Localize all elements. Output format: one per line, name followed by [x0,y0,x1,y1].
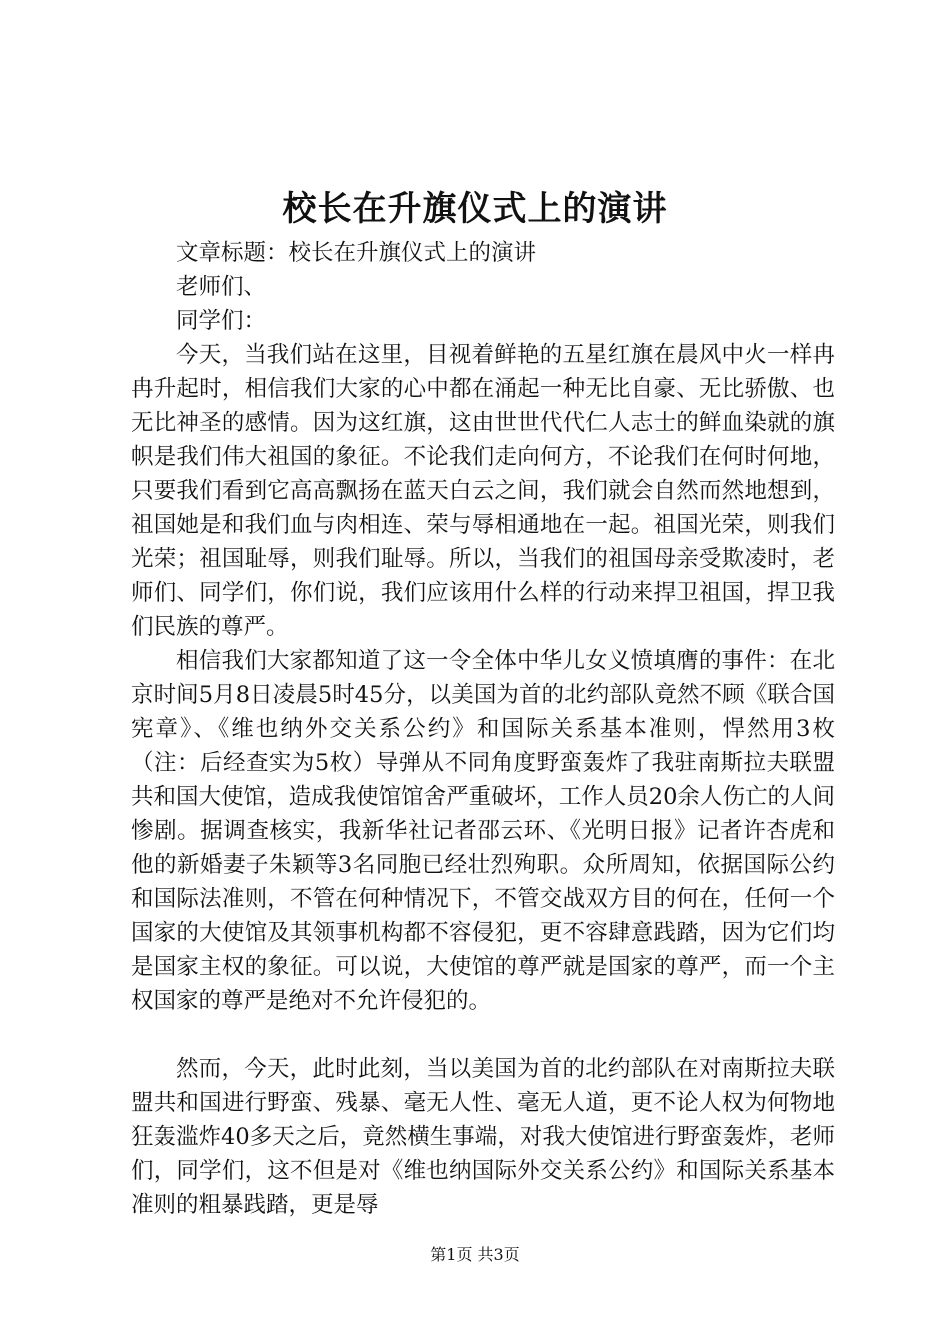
document-title: 校长在升旗仪式上的演讲 [282,189,668,229]
salutation-teachers: 老师们、 [176,274,267,300]
paragraph-2: 相信我们大家都知道了这一令全体中华儿女义愤填膺的事件：在北京时间5月8日凌晨5时45分，以美国为首的北约部队竟然不顾《联合国宪章》、《维也纳外交关系公约》和国际关系基本准则，悍然用3枚（注：后经查实为5枚）导弹从不同角度野蛮轰炸了我驻南斯拉夫联盟共和国大使馆，造成我使馆馆舍严重破坏，工作人员20余人伤亡的人间惨剧。据调查核实，我新华社记者邵云环、《光明日报》记者许杏虎和他的新婚妻子朱颖等3名同胞已经壮烈殉职。众所周知，依据国际公约和国际法准则，不管在何种情况下，不管交战双方目的何在，任何一个国家的大使馆及其领事机构都不容侵犯，更不容肆意践踏，因为它们均是国家主权的象征。可以说，大使馆的尊严就是国家的尊严，而一个主权国家的尊严是绝对不允许侵犯的。 [131,648,835,1014]
paragraph-1: 今天，当我们站在这里，目视着鲜艳的五星红旗在晨风中火一样冉冉升起时，相信我们大家的心中都在涌起一种无比自豪、无比骄傲、也无比神圣的感情。因为这红旗，这由世世代代仁人志士的鲜血染就的旗帜是我们伟大祖国的象征。不论我们走向何方，不论我们在何时何地，只要我们看到它高高飘扬在蓝天白云之间，我们就会自然而然地想到，祖国她是和我们血与肉相连、荣与辱相通地在一起。祖国光荣，则我们光荣；祖国耻辱，则我们耻辱。所以，当我们的祖国母亲受欺凌时，老师们、同学们，你们说，我们应该用什么样的行动来捍卫祖国，捍卫我们民族的尊严。 [131,342,835,640]
document-body [131,236,835,1222]
page-footer: 第1页 共3页 [430,1245,520,1264]
salutation-students: 同学们： [176,308,267,334]
article-heading-line: 文章标题：校长在升旗仪式上的演讲 [176,240,537,266]
paragraph-3: 然而，今天，此时此刻，当以美国为首的北约部队在对南斯拉夫联盟共和国进行野蛮、残暴、毫无人性、毫无人道，更不论人权为何物地狂轰滥炸40多天之后，竟然横生事端，对我大使馆进行野蛮轰炸，老师们，同学们，这不但是对《维也纳国际外交关系公约》和国际关系基本准则的粗暴践踏，更是辱 [131,1056,835,1218]
